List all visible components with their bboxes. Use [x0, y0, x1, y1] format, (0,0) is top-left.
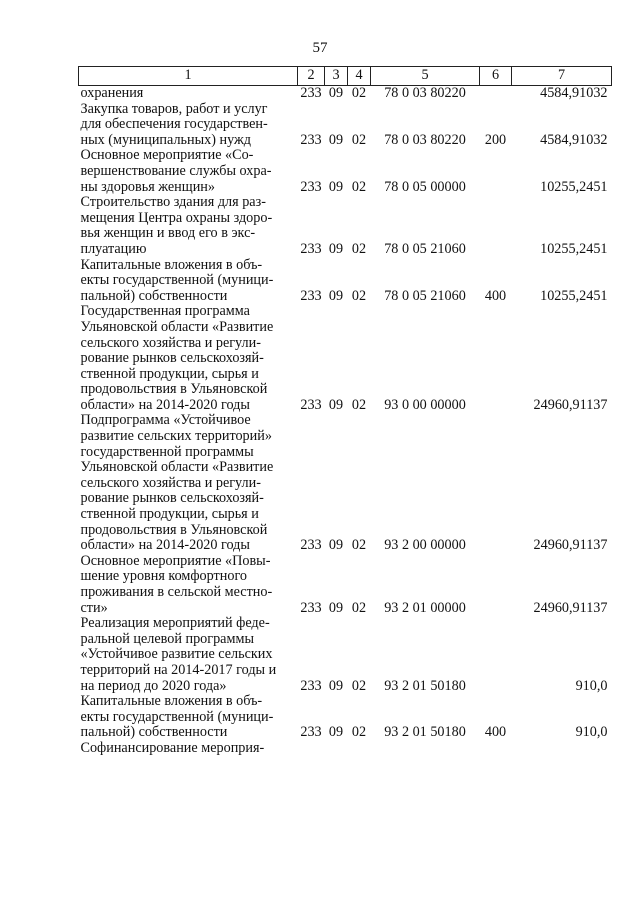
header-col-7: 7: [512, 67, 612, 86]
row-code-admin: 233: [300, 178, 322, 195]
row-amount: 4584,91032: [540, 131, 608, 148]
header-col-4: 4: [348, 67, 371, 86]
row-section: [325, 741, 348, 757]
row-subsection: [348, 741, 371, 757]
row-description: охранения: [80, 85, 144, 101]
row-subsection: 02: [351, 396, 367, 413]
row-expense-type: [480, 195, 512, 257]
table-row: [79, 413, 612, 553]
header-row: [79, 67, 612, 86]
row-code-admin: 233: [300, 240, 322, 257]
row-code-admin: 233: [300, 85, 322, 101]
row-section: 09: [328, 396, 344, 413]
row-amount: 10255,2451: [540, 240, 608, 257]
row-section: 09: [328, 85, 344, 101]
row-target-article: 93 2 00 00000: [384, 537, 466, 554]
row-target-article: 78 0 03 80220: [384, 85, 466, 101]
table-row: [79, 616, 612, 694]
row-target-article: 93 2 01 50180: [384, 677, 466, 694]
table-row: [79, 86, 612, 102]
page-number: 57: [312, 40, 328, 56]
row-amount: [512, 741, 612, 757]
row-amount: 910,0: [575, 724, 608, 741]
row-target-article: 93 2 01 00000: [384, 599, 466, 616]
budget-table: [78, 66, 612, 757]
table-row: [79, 102, 612, 149]
row-section: 09: [328, 599, 344, 616]
row-section: 09: [328, 677, 344, 694]
row-target-article: 93 2 01 50180: [384, 724, 466, 741]
row-target-article: [371, 741, 480, 757]
row-subsection: 02: [351, 131, 367, 148]
row-target-article: 78 0 05 21060: [384, 240, 466, 257]
row-description: Реализация мероприятий феде- ральной целевой программы «Устойчивое развитие сельских территорий на 2014-2017 годы и на период до 2020 года»: [80, 615, 277, 694]
row-code-admin: 233: [300, 537, 322, 554]
header-col-1: 1: [79, 67, 298, 86]
row-section: 09: [328, 537, 344, 554]
table-row: [79, 195, 612, 257]
row-description: Закупка товаров, работ и услуг для обеспечения государствен- ных (муниципальных) нужд: [80, 100, 268, 148]
row-section: 09: [328, 178, 344, 195]
row-target-article: 78 0 05 00000: [384, 178, 466, 195]
row-expense-type: [480, 304, 512, 413]
row-target-article: 93 0 00 00000: [384, 396, 466, 413]
row-subsection: 02: [351, 240, 367, 257]
row-subsection: 02: [351, 287, 367, 304]
row-subsection: 02: [351, 85, 367, 101]
row-code-admin: 233: [300, 131, 322, 148]
row-expense-type: [480, 413, 512, 553]
header-col-6: 6: [480, 67, 512, 86]
table-row: [79, 554, 612, 616]
table-row: [79, 694, 612, 741]
row-description: Капитальные вложения в объ- екты государственной (муници- пальной) собственности: [80, 693, 274, 741]
row-target-article: 78 0 05 21060: [384, 287, 466, 304]
row-section: 09: [328, 287, 344, 304]
row-code-admin: 233: [300, 396, 322, 413]
row-subsection: 02: [351, 724, 367, 741]
table-row: [79, 741, 612, 757]
row-description: Основное мероприятие «Со- вершенствование службы охра- ны здоровья женщин»: [80, 147, 272, 195]
row-expense-type: [480, 148, 512, 195]
row-target-article: 78 0 03 80220: [384, 131, 466, 148]
row-code-admin: 233: [300, 724, 322, 741]
row-expense-type: 400: [484, 287, 507, 304]
row-expense-type: [480, 741, 512, 757]
row-subsection: 02: [351, 599, 367, 616]
row-description: Строительство здания для раз- мещения Центра охраны здоро- вья женщин и ввод его в экс- плуатацию: [80, 194, 273, 257]
row-section: 09: [328, 724, 344, 741]
header-col-2: 2: [298, 67, 325, 86]
row-expense-type: 400: [484, 724, 507, 741]
row-amount: 10255,2451: [540, 178, 608, 195]
row-section: 09: [328, 240, 344, 257]
row-description: Капитальные вложения в объ- екты государственной (муници- пальной) собственности: [80, 256, 274, 304]
row-subsection: 02: [351, 178, 367, 195]
table-row: [79, 148, 612, 195]
row-section: 09: [328, 131, 344, 148]
row-description: Государственная программа Ульяновской области «Развитие сельского хозяйства и регули- рование рынков сельскохозяй- ственной продукции, сырья и продовольствия в Ульяновской области» на 2014-2020 годы: [80, 303, 274, 413]
row-description: Софинансирование мероприя-: [80, 739, 265, 756]
row-amount: 910,0: [575, 677, 608, 694]
row-expense-type: [480, 616, 512, 694]
row-code-admin: 233: [300, 677, 322, 694]
row-expense-type: [480, 86, 512, 102]
header-col-3: 3: [325, 67, 348, 86]
row-code-admin: 233: [300, 599, 322, 616]
row-amount: 24960,91137: [533, 599, 608, 616]
row-subsection: 02: [351, 537, 367, 554]
row-expense-type: [480, 554, 512, 616]
row-description: Подпрограмма «Устойчивое развитие сельских территорий» государственной программы Ульяновской области «Развитие сельского хозяйства и регули- рование рынков сельскохозяй- ственной продукции, сырья и продовольствия в Ульяновской области» на 2014-2020 годы: [80, 412, 274, 554]
row-amount: 24960,91137: [533, 537, 608, 554]
row-amount: 24960,91137: [533, 396, 608, 413]
row-subsection: 02: [351, 677, 367, 694]
row-amount: 4584,91032: [540, 85, 608, 101]
row-amount: 10255,2451: [540, 287, 608, 304]
header-col-5: 5: [371, 67, 480, 86]
row-description: Основное мероприятие «Повы- шение уровня комфортного проживания в сельской местно- сти»: [80, 552, 273, 616]
row-code-admin: [298, 741, 325, 757]
table-row: [79, 258, 612, 305]
row-code-admin: 233: [300, 287, 322, 304]
table-row: [79, 304, 612, 413]
row-expense-type: 200: [484, 131, 507, 148]
